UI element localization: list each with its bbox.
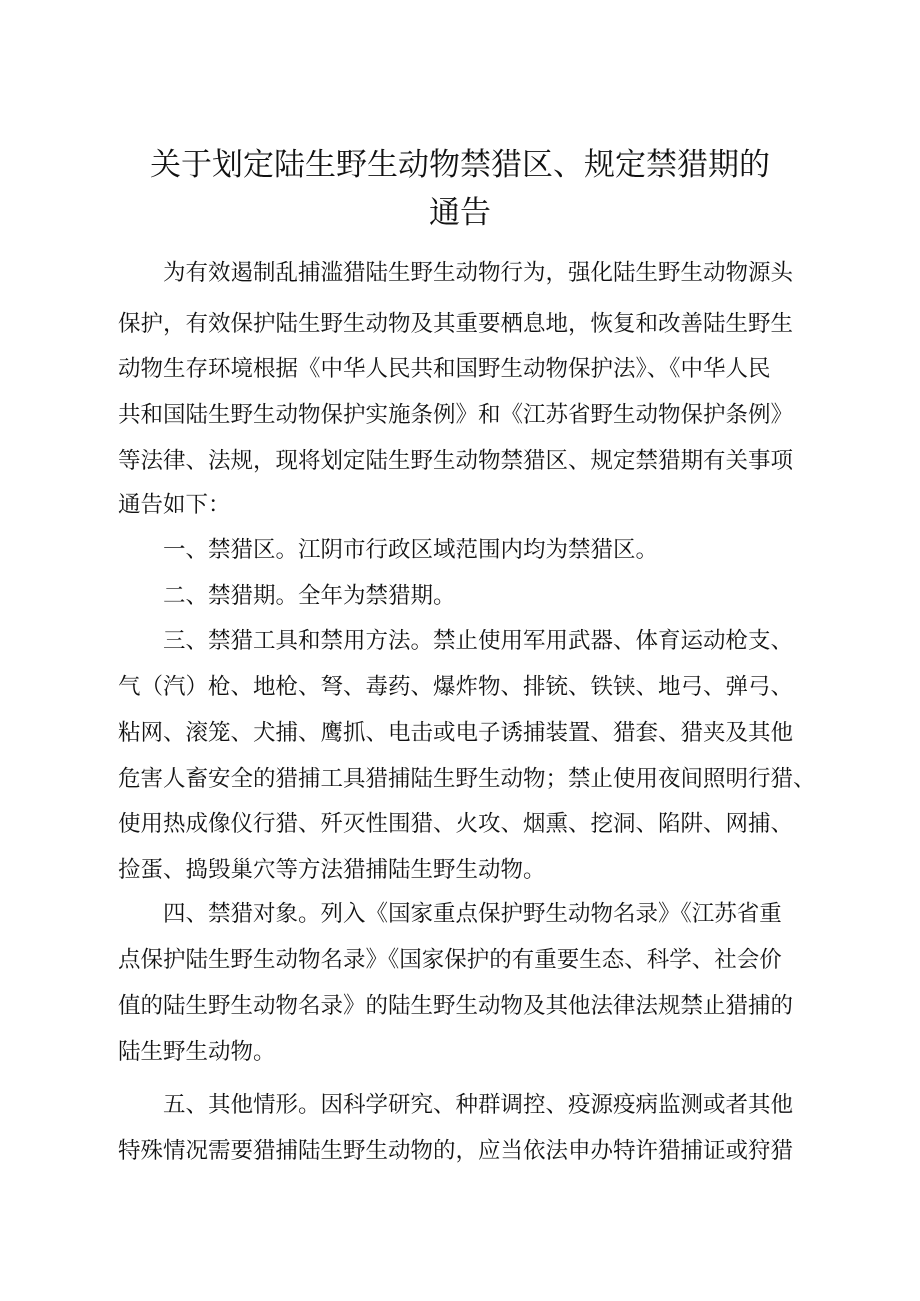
section-5-line-1: 五、其他情形。因科学研究、种群调控、疫源疫病监测或者其他: [163, 1092, 794, 1118]
section-3-line-1: 三、禁猎工具和禁用方法。禁止使用军用武器、体育运动枪支、: [163, 628, 794, 654]
section-3-line-2: 气（汽）枪、地枪、弩、毒药、爆炸物、排铳、铁铗、地弓、弹弓、: [118, 674, 794, 700]
section-3-line-6: 捡蛋、捣毁巢穴等方法猎捕陆生野生动物。: [118, 857, 546, 883]
body-line-3: 动物生存环境根据《中华人民共和国野生动物保护法》、《中华人民: [118, 356, 771, 382]
document-title-line-2: 通告: [429, 195, 491, 231]
document-title-line-1: 关于划定陆生野生动物禁猎区、规定禁猎期的: [150, 147, 770, 183]
section-5-line-2: 特殊情况需要猎捕陆生野生动物的，应当依法申办特许猎捕证或狩猎: [118, 1138, 794, 1164]
section-3-line-4: 危害人畜安全的猎捕工具猎捕陆生野生动物；禁止使用夜间照明行猎、: [118, 766, 816, 792]
body-line-5: 等法律、法规，现将划定陆生野生动物禁猎区、规定禁猎期有关事项: [118, 448, 794, 474]
section-4-line-2: 点保护陆生野生动物名录》《国家保护的有重要生态、科学、社会价: [118, 947, 782, 973]
body-line-2: 保护，有效保护陆生野生动物及其重要栖息地，恢复和改善陆生野生: [118, 311, 794, 337]
body-line-1: 为有效遏制乱捕滥猎陆生野生动物行为，强化陆生野生动物源头: [163, 260, 794, 286]
body-line-4: 共和国陆生野生动物保护实施条例》和《江苏省野生动物保护条例》: [118, 402, 794, 428]
section-3-line-5: 使用热成像仪行猎、歼灭性围猎、火攻、烟熏、挖洞、陷阱、网捕、: [118, 811, 794, 837]
section-4-line-1: 四、禁猎对象。列入《国家重点保护野生动物名录》《江苏省重: [163, 901, 782, 927]
section-1-line: 一、禁猎区。江阴市行政区域范围内均为禁猎区。: [163, 537, 659, 563]
section-4-line-4: 陆生野生动物。: [118, 1039, 276, 1065]
section-4-line-3: 值的陆生野生动物名录》的陆生野生动物及其他法律法规禁止猎捕的: [118, 993, 794, 1019]
section-3-line-3: 粘网、滚笼、犬捕、鹰抓、电击或电子诱捕装置、猎套、猎夹及其他: [118, 720, 794, 746]
section-2-line: 二、禁猎期。全年为禁猎期。: [163, 583, 456, 609]
body-line-6: 通告如下：: [118, 492, 231, 518]
